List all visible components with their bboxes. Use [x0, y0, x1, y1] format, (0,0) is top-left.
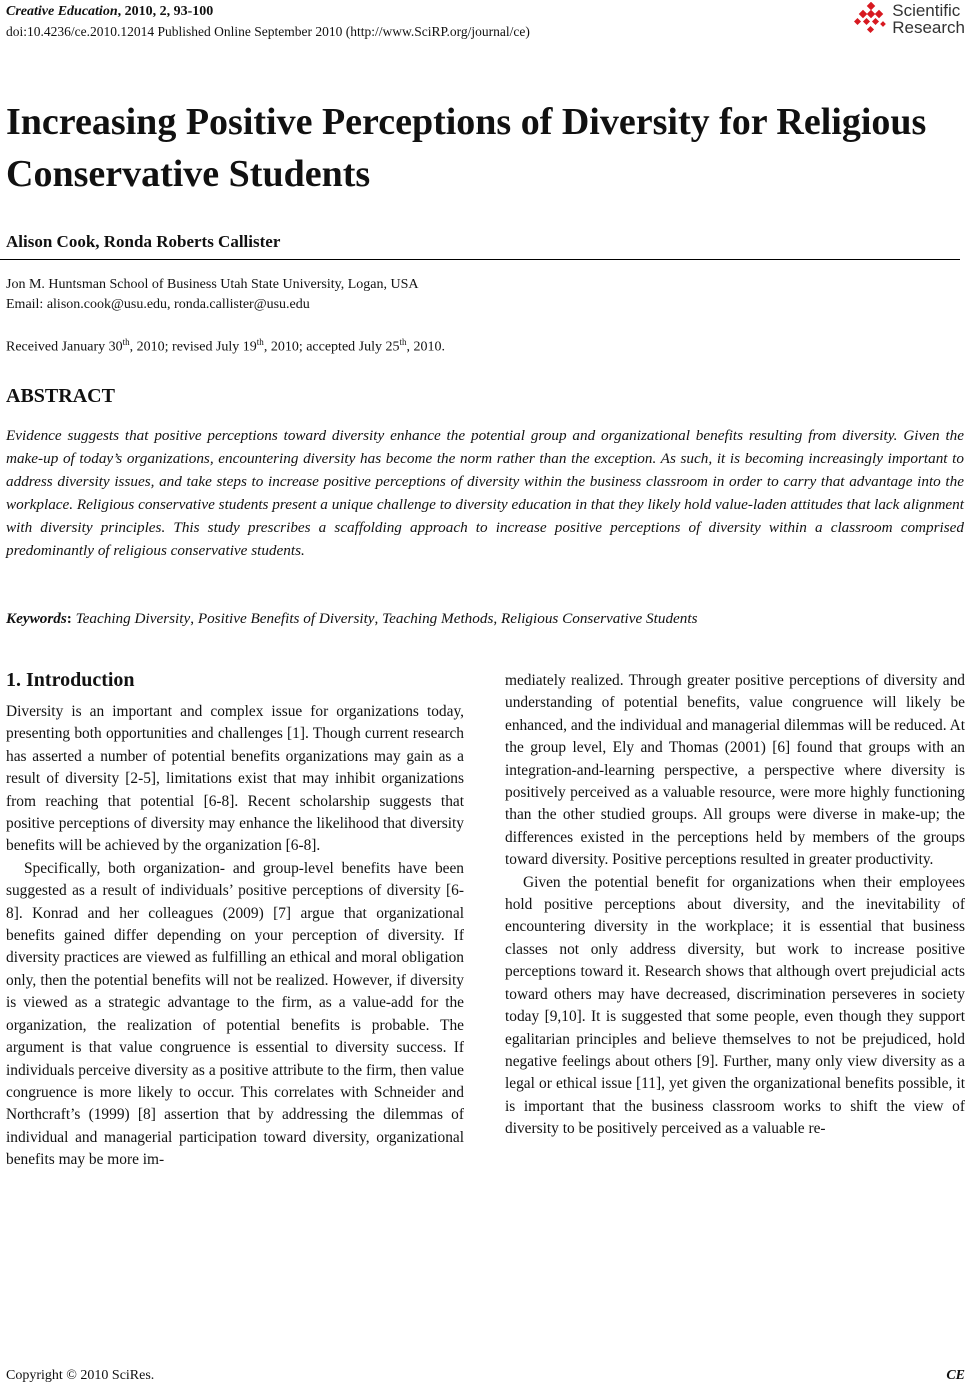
- email-line: Email: alison.cook@usu.edu, ronda.callister@usu.edu: [6, 297, 310, 312]
- journal-abbreviation: CE: [946, 1368, 965, 1383]
- body-paragraph: Specifically, both organization- and group-level benefits have been suggested as a result of individuals’ positive perceptions of diversity [6-8]. Konrad and her colleagues (2009) [7] argue that organizational benefits gained differ depending on your perception of diversity. If diversity practices are viewed as fulfilling an ethical and moral obligation only, then the potential benefits will not be realized. However, if diversity is viewed as a strategic advantage to the firm, as a value-add for the organization, the realization of potential benefits is probable. The argument is that value congruence is essential to diversity success. If individuals perceive diversity as a positive attribute to the firm, then value congruence is more likely to occur. This correlates with Schneider and Northcraft’s (1999) [8] assertion that by addressing the dilemmas of individual and managerial participation toward diversity, organizational benefits may be more im-: [6, 859, 464, 1169]
- abstract-heading: ABSTRACT: [6, 385, 115, 407]
- ordinal-suffix: th: [256, 337, 264, 347]
- section-heading: 1. Introduction: [6, 669, 135, 691]
- year-text: , 2010.: [406, 339, 446, 355]
- author-list: Alison Cook, Ronda Roberts Callister: [6, 232, 281, 251]
- keywords-label: Keywords: [6, 610, 67, 627]
- logo-wordmark: [892, 2, 965, 36]
- logo-line-2: Research: [892, 18, 965, 37]
- ordinal-suffix: th: [399, 337, 407, 347]
- keyword-item: Teaching Methods: [382, 610, 494, 627]
- journal-citation: [6, 4, 213, 20]
- left-column: [6, 667, 464, 1172]
- affiliation: Jon M. Huntsman School of Business Utah State University, Logan, USA: [6, 277, 419, 292]
- author-divider: [0, 259, 960, 260]
- keywords-line: Keywords: Teaching Diversity, Positive Benefits of Diversity, Teaching Methods, Religious Conservative Students: [6, 610, 698, 627]
- logo-line-1: Scientific: [892, 1, 961, 20]
- right-column: [505, 670, 965, 1141]
- body-paragraph: Given the potential benefit for organizations when their employees hold positive perceptions about diversity, and the inevitability of encountering diversity in the workplace; it is essential that business classes not only address diversity, but work to increase positive perceptions toward it. Research shows that although overt prejudicial acts toward others may have decreased, discrimination perseveres in society today [9,10]. It is suggested that some people, even though they support egalitarian principles and believe themselves to not be prejudiced, hold negative feelings about others [9]. Further, many only view diversity as a legal or ethical issue [11], yet given the organizational benefits possible, it is important that the business classroom works to shift the view of diversity to be positively perceived as a valuable re-: [505, 873, 965, 1138]
- keyword-item: Religious Conservative Students: [500, 610, 698, 627]
- revised-text: , 2010; revised July 19: [129, 339, 257, 355]
- received-dates: [6, 337, 445, 356]
- publisher-logo: [854, 2, 965, 36]
- affiliation-block: [6, 275, 418, 315]
- keyword-item: Teaching Diversity: [75, 610, 191, 627]
- body-paragraph: mediately realized. Through greater positive perceptions of diversity and understanding of potential benefits, value congruence will likely be enhanced, and the individual and managerial dilemmas will be reduced. At the group level, Ely and Thomas (2001) [6] found that groups with an integration-and-learning perspective, a perspective where diversity is positively perceived as a valuable resource, were more highly functioning than the other studied groups. All groups were diverse in make-up; the differences existed in the perceptions held by members of the groups toward diversity. Positive perceptions resulted in greater productivity.: [505, 672, 965, 869]
- accepted-text: , 2010; accepted July 25: [263, 339, 400, 355]
- journal-volume-pages: , 2010, 2, 93-100: [117, 4, 214, 19]
- received-text: Received January 30: [6, 339, 123, 355]
- keyword-item: Positive Benefits of Diversity: [197, 610, 375, 627]
- copyright-notice: Copyright © 2010 SciRes.: [6, 1368, 155, 1383]
- paper-title: Increasing Positive Perceptions of Diversity for Religious Conservative Students: [6, 101, 927, 195]
- journal-name: Creative Education: [6, 4, 118, 19]
- doi-line: doi:10.4236/ce.2010.12014 Published Online September 2010 (http://www.SciRP.org/journal/ce): [6, 24, 530, 39]
- ordinal-suffix: th: [122, 337, 130, 347]
- logo-mark-icon: [854, 2, 888, 36]
- abstract-body: Evidence suggests that positive perceptions toward diversity enhance the potential group and organizational benefits resulting from diversity. Given the make-up of today’s organizations, encountering diversity has become the norm rather than the exception. As such, it is becoming increasingly important to address diversity issues, and take steps to increase positive perceptions of diversity within the business classroom in order to carry that advantage into the workplace. Religious conservative students present a unique challenge to diversity education in that they likely hold value-laden attitudes that lack alignment with diversity principles. This study prescribes a scaffolding approach to increase positive perceptions of diversity within a classroom comprised predominantly of religious conservative students.: [6, 427, 964, 559]
- body-paragraph: Diversity is an important and complex issue for organizations today, presenting both opportunities and challenges [1]. Though current research has asserted a number of potential benefits organizations may gain as a result of diversity [2-5], limitations exist that may inhibit organizations from reaching that potential [6-8]. Recent scholarship suggests that positive perceptions of diversity may enhance the likelihood that diversity benefits will be achieved by the organization [6-8].: [6, 703, 464, 855]
